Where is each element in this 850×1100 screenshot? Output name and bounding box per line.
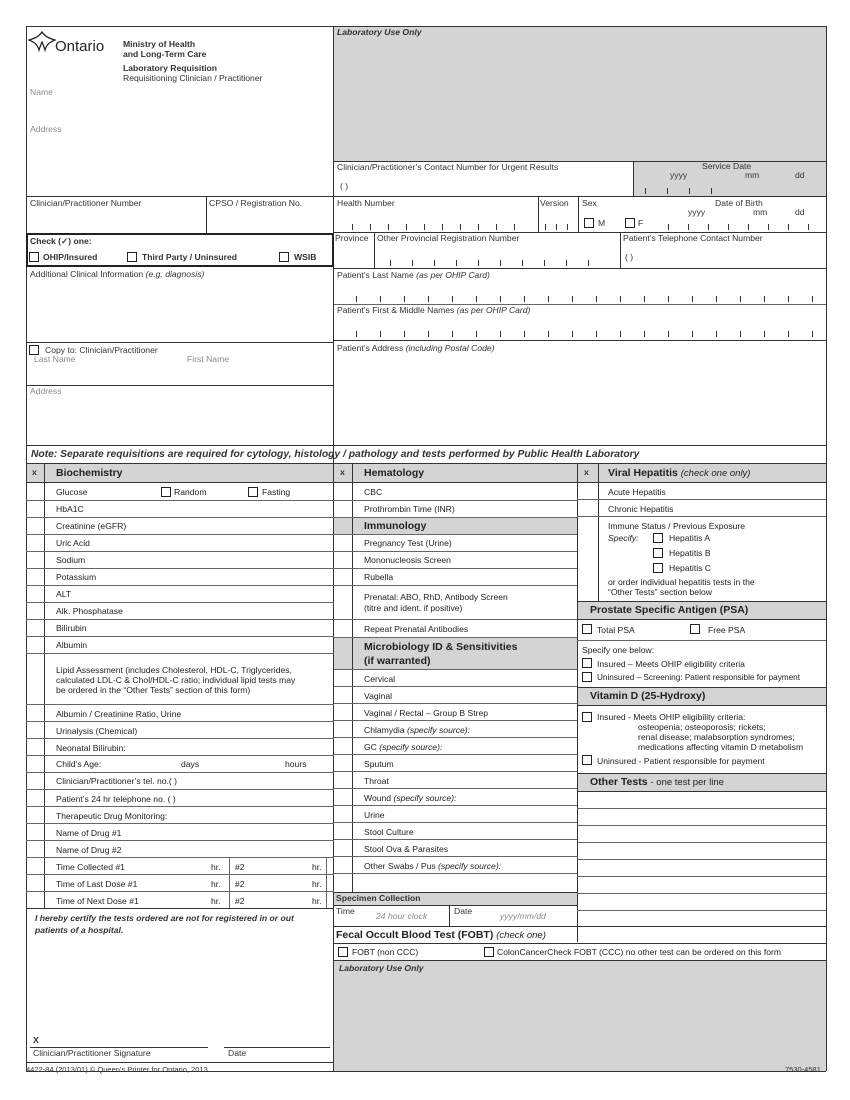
check-one-title: Check (✓) one: [30, 236, 92, 246]
fobt-ccc-label: ColonCancerCheck FOBT (CCC) no other test can be ordered on this form [497, 947, 782, 957]
third-party-label: Third Party / Uninsured [142, 252, 238, 262]
sex-f-label: F [638, 218, 644, 228]
biochem-item[interactable]: Glucose [56, 487, 88, 497]
lab-use-bottom-area [334, 960, 826, 1071]
clinician-number-label: Clinician/Practitioner Number [30, 198, 142, 208]
biochem-item[interactable]: Bilirubin [56, 623, 87, 633]
dob-mm: mm [753, 207, 768, 217]
hepatitis-b-label: Hepatitis B [669, 548, 711, 558]
micro-item[interactable]: Chlamydia (specify source): [364, 725, 471, 735]
hepatitis-c-label: Hepatitis C [669, 563, 712, 573]
hr-label: hr. [312, 896, 322, 906]
micro-item[interactable]: Vaginal [364, 691, 393, 701]
vitd-insured-line4: medications affecting vitamin D metabolism [638, 742, 804, 752]
test-item[interactable]: CBC [364, 487, 383, 497]
biochem-item[interactable]: Alk. Phosphatase [56, 606, 123, 616]
prenatal-line1: Prenatal: ABO, RhD, Antibody Screen [364, 592, 508, 602]
sex-label: Sex [582, 198, 597, 208]
hepatitis-or-line2: “Other Tests” section below [608, 587, 712, 597]
copy-address-label: Address [30, 386, 62, 396]
glucose-fasting-label: Fasting [262, 487, 291, 497]
wsib-label: WSIB [294, 252, 317, 262]
dob-yyyy: yyyy [688, 207, 706, 217]
test-item[interactable]: Pregnancy Test (Urine) [364, 538, 452, 548]
dob-label: Date of Birth [715, 198, 763, 208]
hepatitis-a-label: Hepatitis A [669, 533, 711, 543]
psa-insured-label: Insured – Meets OHIP eligibility criteria [597, 659, 745, 669]
specimen-time-label: Time [336, 906, 355, 916]
vitd-insured-line3: renal disease; malabsorption syndromes; [638, 732, 795, 742]
vitd-uninsured-label: Uninsured - Patient responsible for payment [597, 756, 765, 766]
psa-insured-checkbox[interactable] [582, 658, 592, 668]
clinical-info-field[interactable] [28, 282, 331, 340]
vitd-insured-line1: Insured - Meets OHIP eligibility criteria: [597, 712, 746, 722]
copy-name-field[interactable] [30, 366, 330, 384]
dob-field[interactable] [660, 218, 824, 232]
test-item[interactable]: Prothrombin Time (INR) [364, 504, 455, 514]
micro-item[interactable]: Cervical [364, 674, 396, 684]
logo-text: Ontario [55, 38, 105, 55]
drug1-label: Name of Drug #1 [56, 828, 122, 838]
patient-phone-label: Patient’s Telephone Contact Number [623, 233, 763, 243]
signature-field[interactable] [42, 1028, 207, 1046]
psa-title: Prostate Specific Antigen (PSA) [590, 604, 749, 616]
total-psa-checkbox[interactable] [582, 624, 592, 634]
ohip-label: OHIP/Insured [43, 252, 98, 262]
copy-address-field[interactable] [30, 398, 330, 442]
hepatitis-title: Viral Hepatitis (check one only) [608, 467, 751, 479]
patient-phone-field[interactable]: ( ) [625, 252, 634, 262]
psa-uninsured-label: Uninsured – Screening: Patient responsible for payment [597, 673, 800, 682]
vitd-uninsured-checkbox[interactable] [582, 755, 592, 765]
hr-label: hr. [211, 879, 221, 889]
patient-last-name-field[interactable] [337, 283, 823, 303]
specimen-date-label: Date [454, 906, 473, 916]
drug2-label: Name of Drug #2 [56, 845, 122, 855]
vitd-insured-line2: osteopenia; osteoporosis; rickets; [638, 722, 766, 732]
third-party-checkbox[interactable] [127, 252, 137, 262]
patient-last-name-label: Patient’s Last Name (as per OHIP Card) [337, 270, 490, 280]
sex-m-label: M [598, 218, 606, 228]
contact-number-field[interactable]: ( ) [340, 181, 349, 191]
health-number-field[interactable] [337, 212, 535, 230]
copy-to-label: Copy to: Clinician/Practitioner [45, 345, 158, 355]
wsib-checkbox[interactable] [279, 252, 289, 262]
other-reg-label: Other Provincial Registration Number [377, 233, 520, 243]
fobt-title: Fecal Occult Blood Test (FOBT) (check one) [336, 929, 546, 941]
hr-label: hr. [211, 862, 221, 872]
total-psa-label: Total PSA [597, 625, 635, 635]
biochem-item[interactable]: Uric Acid [56, 538, 90, 548]
days-label: days [181, 759, 200, 769]
biochem-item[interactable]: Albumin [56, 640, 88, 650]
childs-age-label: Child’s Age: [56, 759, 102, 769]
psa-uninsured-checkbox[interactable] [582, 672, 592, 682]
glucose-random-label: Random [174, 487, 207, 497]
prenatal-line2: (titre and ident. if positive) [364, 603, 463, 613]
signature-label: Clinician/Practitioner Signature [33, 1048, 151, 1058]
lipid-line1: Lipid Assessment (includes Cholesterol, HDL-C, Triglycerides, [56, 665, 292, 675]
form-subtitle: Requisitioning Clinician / Practitioner [123, 73, 263, 83]
vitd-title: Vitamin D (25-Hydroxy) [590, 690, 706, 702]
micro-item[interactable]: Throat [364, 776, 389, 786]
other-reg-field[interactable] [377, 248, 617, 266]
hepatitis-b-checkbox[interactable] [653, 548, 663, 558]
micro-item[interactable]: Sputum [364, 759, 394, 769]
test-item[interactable]: Rubella [364, 572, 394, 582]
lipid-line3: be ordered in the “Other Tests” section of this form) [56, 685, 251, 695]
vitd-insured-checkbox[interactable] [582, 712, 592, 722]
signature-date-label: Date [228, 1048, 247, 1058]
hr-label: hr. [312, 879, 322, 889]
hepatitis-a-checkbox[interactable] [653, 533, 663, 543]
service-date-label: Service Date [702, 161, 752, 171]
specimen-time-field[interactable]: 24 hour clock [376, 911, 428, 921]
certify-text: I hereby certify the tests ordered are not for registered in or out patients of a hospital. [35, 913, 294, 935]
copy-first-name-label: First Name [187, 354, 230, 364]
sex-f-checkbox[interactable] [625, 218, 635, 228]
psa-specify-label: Specify one below: [582, 645, 655, 655]
sex-m-checkbox[interactable] [584, 218, 594, 228]
address-label: Address [30, 124, 62, 134]
micro-item[interactable]: Stool Culture [364, 827, 414, 837]
hematology-title: Hematology [364, 467, 425, 479]
service-date-mm: mm [745, 170, 760, 180]
lab-use-only-top: Laboratory Use Only [337, 27, 422, 37]
fobt-ccc-checkbox[interactable] [484, 947, 494, 957]
patient-address-label: Patient’s Address (including Postal Code) [337, 343, 495, 353]
biochemistry-title: Biochemistry [56, 467, 123, 479]
micro-title2: (if warranted) [364, 655, 431, 667]
time-collected-label: Time Collected #1 [56, 862, 125, 872]
biochem-item[interactable]: Potassium [56, 572, 97, 582]
micro-item[interactable]: Vaginal / Rectal – Group B Strep [364, 708, 489, 718]
patient-tel-label: Patient’s 24 hr telephone no. ( ) [56, 794, 176, 804]
signature-x: X [33, 1035, 39, 1045]
fobt-non-ccc-label: FOBT (non CCC) [352, 947, 419, 957]
patient-address-field[interactable] [337, 356, 823, 446]
lipid-line2: calculated LDL-C & Chol/HDL-C ratio; individual lipid tests may [56, 675, 296, 685]
dose2-label: #2 [235, 862, 245, 872]
other-tests-title: Other Tests - one test per line [590, 776, 724, 788]
biochem-item[interactable]: ALT [56, 589, 72, 599]
ministry-line1: Ministry of Health [123, 39, 196, 49]
biochem-item[interactable]: Urinalysis (Chemical) [56, 726, 138, 736]
lab-use-only-bottom: Laboratory Use Only [339, 963, 424, 973]
copy-last-name-label: Last Name [34, 354, 76, 364]
micro-title1: Microbiology ID & Sensitivities [364, 641, 518, 653]
requisition-note: Note: Separate requisitions are required for cytology, histology / pathology and tests performed by Public Health Laboratory [31, 449, 640, 460]
signature-date-field[interactable] [226, 1028, 326, 1046]
immune-status-label[interactable]: Immune Status / Previous Exposure [608, 521, 746, 531]
hr-label: hr. [312, 862, 322, 872]
patient-first-name-field[interactable] [337, 318, 823, 338]
hours-label: hours [285, 759, 307, 769]
micro-item[interactable]: Wound (specify source): [364, 793, 457, 803]
version-label: Version [540, 198, 569, 208]
hematology-x-header: x [340, 467, 345, 477]
micro-item[interactable]: Stool Ova & Parasites [364, 844, 449, 854]
clinician-tel-label: Clinician/Practitioner’s tel. no.( ) [56, 776, 177, 786]
service-date-field[interactable] [636, 180, 824, 194]
immunology-title: Immunology [364, 520, 427, 532]
free-psa-label: Free PSA [708, 625, 746, 635]
time-last-dose-label: Time of Last Dose #1 [56, 879, 138, 889]
health-number-label: Health Number [337, 198, 395, 208]
hr-label: hr. [211, 896, 221, 906]
form-title: Laboratory Requisition [123, 63, 218, 73]
free-psa-checkbox[interactable] [690, 624, 700, 634]
biochem-item[interactable]: Creatinine (eGFR) [56, 521, 127, 531]
biochem-item[interactable]: Sodium [56, 555, 86, 565]
time-next-dose-label: Time of Next Dose #1 [56, 896, 139, 906]
fobt-non-ccc-checkbox[interactable] [338, 947, 348, 957]
test-item[interactable]: Mononucleosis Screen [364, 555, 451, 565]
tdm-label: Therapeutic Drug Monitoring: [56, 811, 168, 821]
hepatitis-c-checkbox[interactable] [653, 563, 663, 573]
name-label: Name [30, 87, 53, 97]
acute-hepatitis-label[interactable]: Acute Hepatitis [608, 487, 666, 497]
chronic-hepatitis-label[interactable]: Chronic Hepatitis [608, 504, 674, 514]
biochem-item[interactable]: Albumin / Creatinine Ratio, Urine [56, 709, 182, 719]
province-label: Province [335, 233, 369, 243]
contact-number-label: Clinician/Practitioner’s Contact Number for Urgent Results [337, 162, 559, 172]
ohip-checkbox[interactable] [29, 252, 39, 262]
ministry-line2: and Long-Term Care [123, 49, 207, 59]
specimen-title: Specimen Collection [336, 893, 421, 903]
biochem-item[interactable]: Neonatal Bilirubin: [56, 743, 126, 753]
footer-right: 7530-4581 [785, 1065, 821, 1074]
glucose-random-checkbox[interactable] [161, 487, 171, 497]
specify-label: Specify: [608, 533, 639, 543]
patient-first-name-label: Patient’s First & Middle Names (as per OHIP Card) [337, 305, 531, 315]
hepatitis-or-line1: or order individual hepatitis tests in the [608, 577, 755, 587]
dose2-label: #2 [235, 896, 245, 906]
clinical-info-label: Additional Clinical Information (e.g. diagnosis) [30, 269, 205, 279]
biochem-item[interactable]: HbA1C [56, 504, 84, 514]
micro-item[interactable]: GC (specify source): [364, 742, 443, 752]
footer-left: 4422-84 (2013/01) © Queen’s Printer for Ontario, 2013 [26, 1065, 208, 1074]
glucose-fasting-checkbox[interactable] [248, 487, 258, 497]
micro-item[interactable]: Other Swabs / Pus (specify source): [364, 861, 502, 871]
test-item[interactable]: Repeat Prenatal Antibodies [364, 624, 469, 634]
service-date-dd: dd [795, 170, 805, 180]
micro-item[interactable]: Urine [364, 810, 385, 820]
ontario-trillium-logo-icon [28, 30, 56, 54]
biochem-x-header: x [32, 467, 37, 477]
lab-use-top-area [334, 26, 826, 161]
hepatitis-x-header: x [584, 467, 589, 477]
service-date-yyyy: yyyy [670, 170, 688, 180]
dob-dd: dd [795, 207, 805, 217]
cpso-label: CPSO / Registration No. [209, 198, 303, 208]
specimen-date-field[interactable]: yyyy/mm/dd [500, 911, 546, 921]
dose2-label: #2 [235, 879, 245, 889]
